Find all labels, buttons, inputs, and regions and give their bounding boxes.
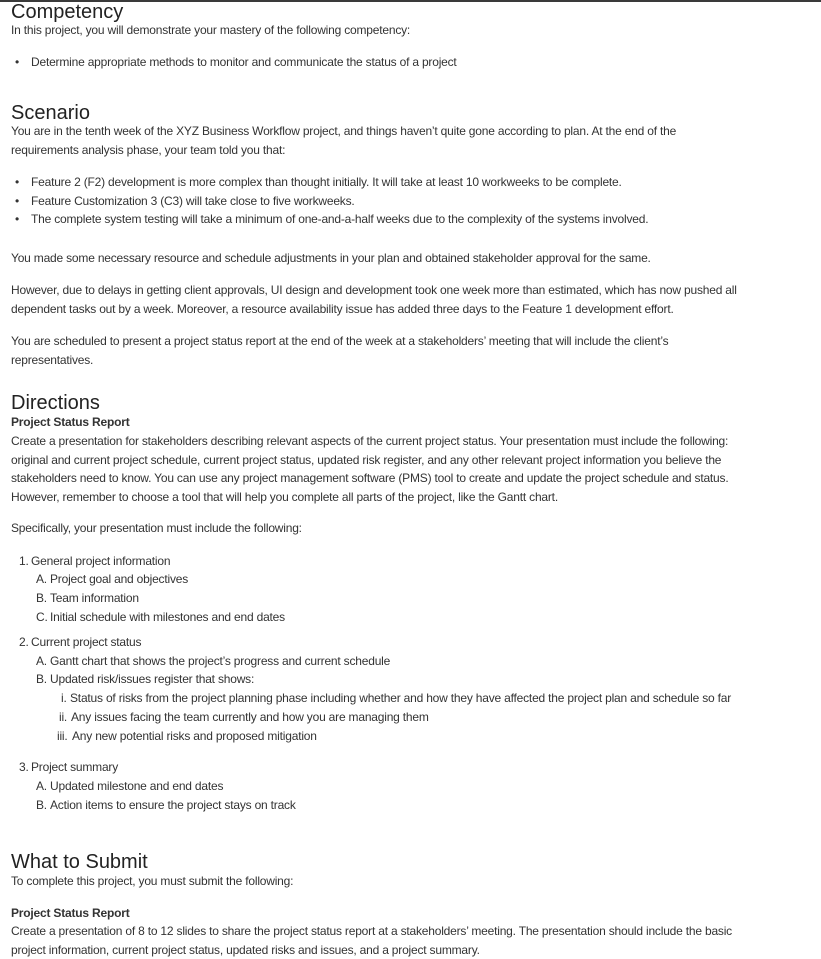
submit-paragraph <box>11 922 732 959</box>
list-item: • Determine appropriate methods to monitor and communicate the status of a project <box>11 53 457 72</box>
list-item: • Feature Customization 3 (C3) will take close to five workweeks. <box>11 192 648 211</box>
outline-item: Updated milestone and end dates <box>50 779 224 793</box>
text-line: stakeholders need to know. You can use any project management software (PMS) tool to create and update the project schedule and status. <box>11 471 729 486</box>
outline-number: A. <box>36 654 47 668</box>
text-line: Create a presentation for stakeholders describing relevant aspects of the current project status. Your presentation must include the following: <box>11 434 729 448</box>
outline-number: B. <box>36 672 47 686</box>
competency-heading: Competency <box>11 1 124 23</box>
outline-number: A. <box>36 779 47 793</box>
competency-intro: In this project, you will demonstrate your mastery of the following competency: <box>11 23 411 37</box>
outline-item: Any issues facing the team currently and how you are managing them <box>71 710 429 724</box>
text-line: Create a presentation of 8 to 12 slides to share the project status report at a stakeholders’ meeting. The presentation should include the basic <box>11 924 732 938</box>
text-line: However, remember to choose a tool that will help you complete all parts of the project, like the Gantt chart. <box>11 490 558 505</box>
text-line: project information, current project status, updated risks and issues, and a project summary. <box>11 942 480 957</box>
text-line: dependent tasks out by a week. Moreover, a resource availability issue has added three days to the Feature 1 development effort. <box>11 301 674 316</box>
outline-item: Team information <box>50 591 139 605</box>
outline-item: Status of risks from the project planning phase including whether and how they have affected the project plan and schedule so far <box>70 691 732 705</box>
outline-number: C. <box>36 610 48 624</box>
scenario-paragraph-2: You made some necessary resource and schedule adjustments in your plan and obtained stakeholder approval for the same. <box>11 251 651 265</box>
outline-item: Current project status <box>31 635 142 649</box>
outline-item: Project summary <box>31 760 119 774</box>
outline-item: Updated risk/issues register that shows: <box>50 672 255 686</box>
directions-heading: Directions <box>11 392 100 414</box>
directions-subheading: Project Status Report <box>11 415 130 429</box>
outline-item: General project information <box>31 554 171 568</box>
outline-number: ii. <box>59 710 68 724</box>
list-item: • Feature 2 (F2) development is more complex than thought initially. It will take at least 10 workweeks to be complete. <box>11 173 648 192</box>
outline-number: A. <box>36 572 47 586</box>
outline-number: B. <box>36 591 47 605</box>
directions-specifically: Specifically, your presentation must include the following: <box>11 521 302 535</box>
outline-item: Action items to ensure the project stays on track <box>50 798 296 812</box>
outline-number: i. <box>61 691 67 705</box>
outline-number: 1. <box>19 554 29 568</box>
submit-heading: What to Submit <box>11 851 148 873</box>
submit-intro: To complete this project, you must submit the following: <box>11 874 294 888</box>
outline-item: Initial schedule with milestones and end dates <box>50 610 285 624</box>
outline-number: 2. <box>19 635 29 649</box>
text-line: representatives. <box>11 352 94 367</box>
outline-item: Any new potential risks and proposed mitigation <box>72 729 317 743</box>
submit-subheading: Project Status Report <box>11 906 130 920</box>
text-line: You are scheduled to present a project status report at the end of the week at a stakeholders’ meeting that will include the client’s <box>11 334 669 348</box>
outline-list <box>11 0 811 820</box>
text-line: original and current project schedule, current project status, updated risk register, and any other relevant project information you believe the <box>11 452 722 467</box>
outline-number: iii. <box>57 729 68 743</box>
text-line: requirements analysis phase, your team told you that: <box>11 142 286 157</box>
outline-number: 3. <box>19 760 29 774</box>
text-line: You are in the tenth week of the XYZ Business Workflow project, and things haven’t quite gone according to plan. At the end of the <box>11 124 677 138</box>
text-line: However, due to delays in getting client approvals, UI design and development took one week more than estimated, which has now pushed all <box>11 283 737 297</box>
list-item: • The complete system testing will take a minimum of one-and-a-half weeks due to the complexity of the systems involved. <box>11 210 648 229</box>
scenario-heading: Scenario <box>11 102 90 124</box>
outline-item: Gantt chart that shows the project’s progress and current schedule <box>50 654 391 668</box>
outline-item: Project goal and objectives <box>50 572 189 586</box>
outline-number: B. <box>36 798 47 812</box>
